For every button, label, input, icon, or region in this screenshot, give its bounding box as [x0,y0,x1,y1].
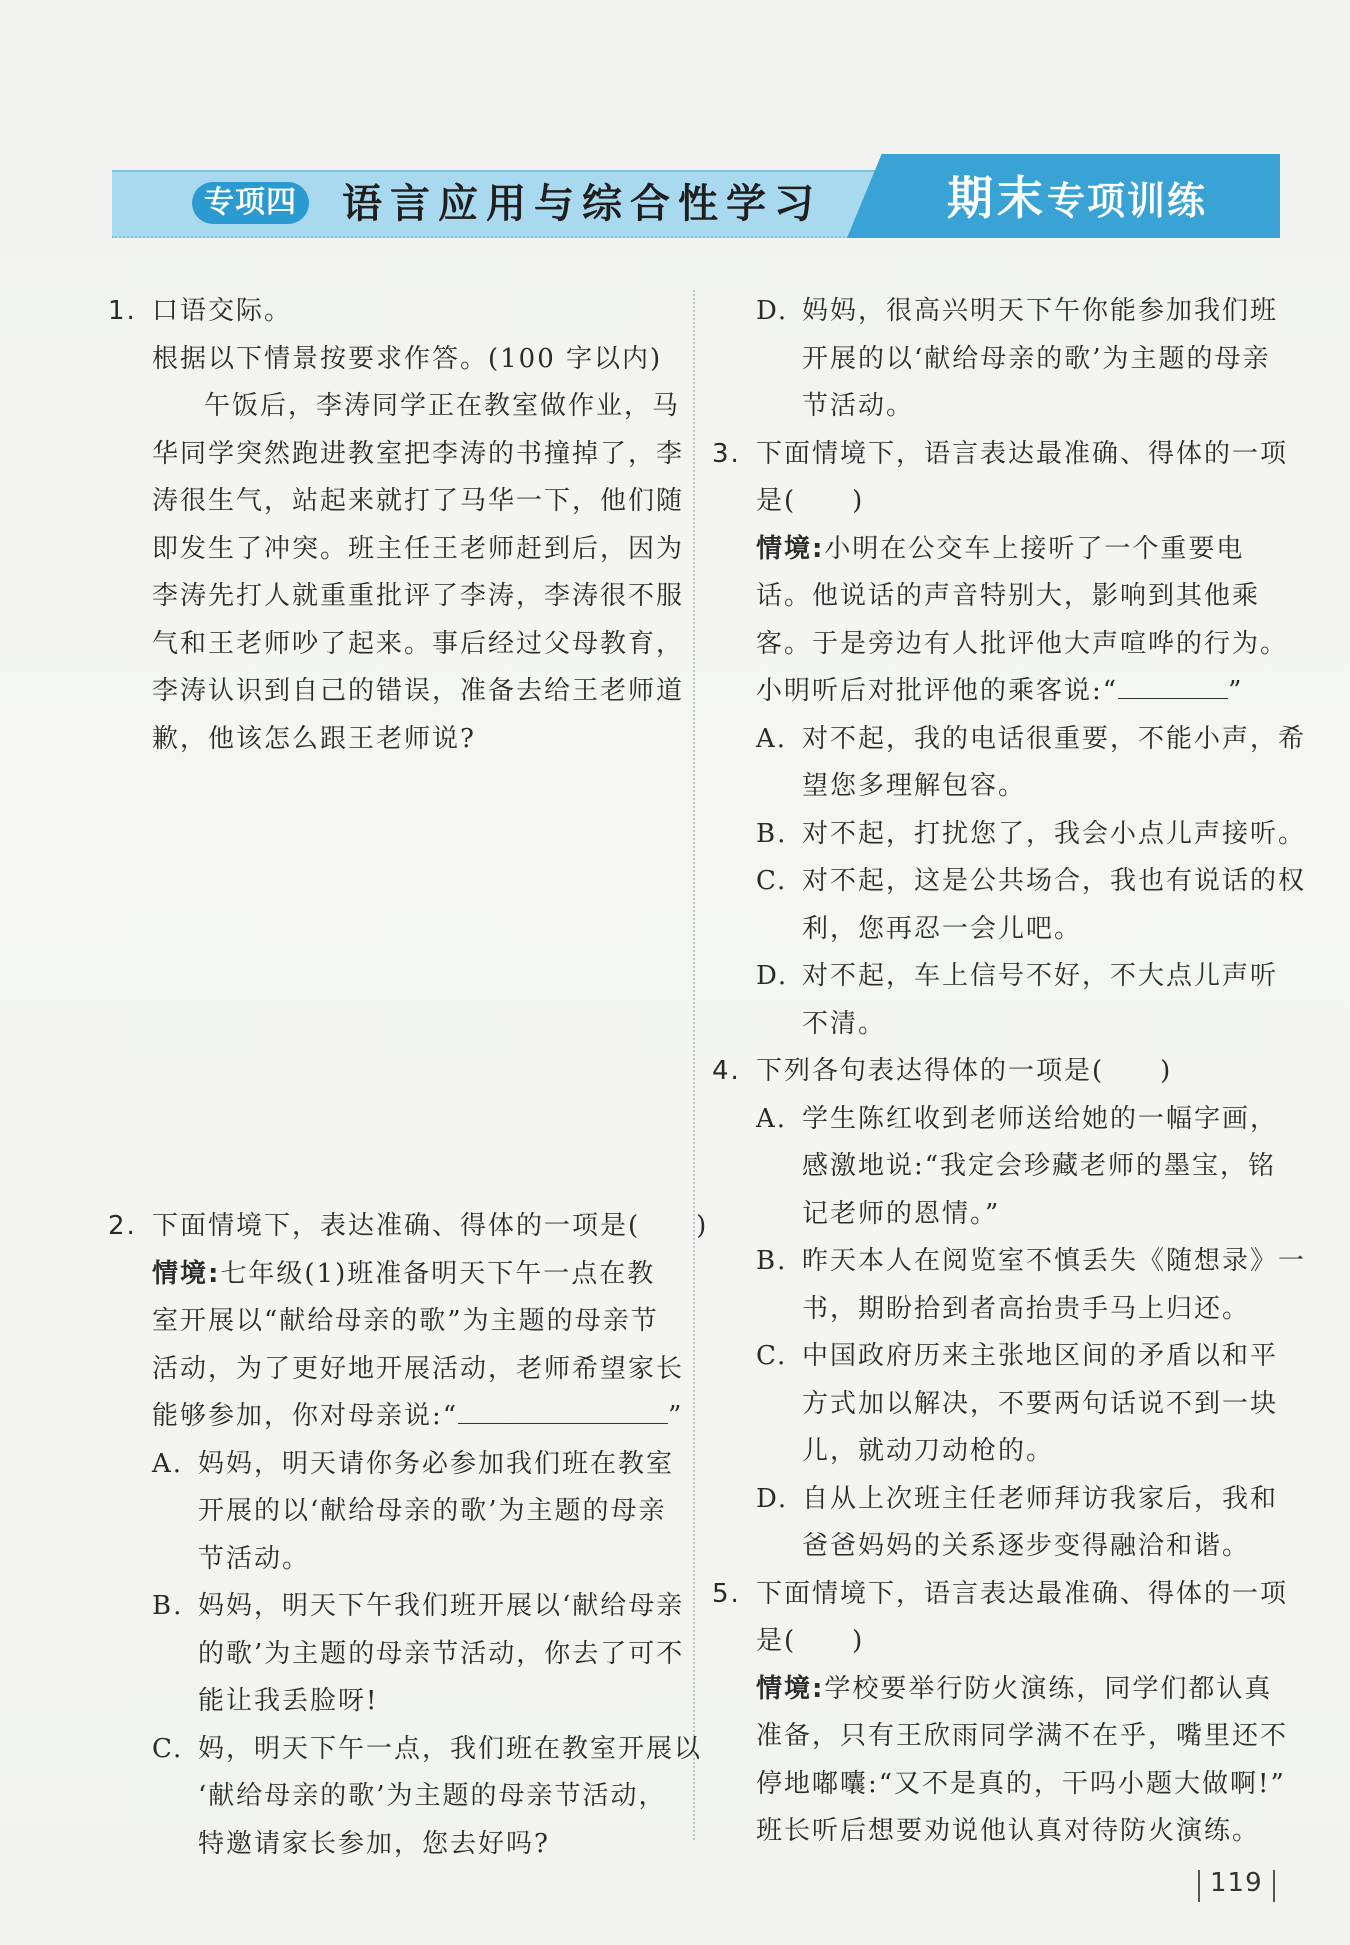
question-4-title [712,1048,1284,1096]
option-a[interactable] [108,1441,680,1489]
answer-area[interactable] [108,763,680,1203]
question-text: 是( [756,1626,797,1656]
question-5-title [712,1571,1289,1619]
option-text-cont: 方式加以解决，不要两句话说不到一块 [802,1388,1279,1419]
option-label: B. [756,818,788,849]
option-label: B. [152,1591,184,1621]
exam-label-rest: 专项训练 [1047,179,1208,223]
left-column [108,288,709,1868]
option-text-cont: 开展的以‘献给母亲的歌’为主题的母亲 [198,1496,667,1526]
situation-line [712,1666,1284,1714]
question-text: 下面情境下，语言表达最准确、得体的一项 [756,1578,1289,1609]
option-label: A. [756,1103,788,1134]
quote-close: ” [668,1401,684,1431]
fill-blank[interactable] [458,1393,668,1424]
situation-text: 能够参加，你对母亲说:“ [152,1401,459,1431]
question-text: 口语交际。 [152,296,293,326]
situation-line: 活动，为了更好地开展活动，老师希望家长 [152,1353,685,1384]
situation-label: 情境: [756,533,825,564]
situation-text: 七年级(1)班准备明天下午一点在教 [220,1258,656,1289]
paren-close: ) [1160,1056,1173,1086]
option-text-cont: 利，您再忍一会儿吧。 [802,913,1083,944]
option-c[interactable] [108,1726,703,1774]
option-d[interactable] [712,1476,1284,1524]
option-text-cont: 特邀请家长参加，您去好吗? [198,1828,550,1859]
option-text: 妈妈，明天请你务必参加我们班在教室 [198,1448,675,1479]
situation-line: 客。于是旁边有人批评他大声喧哗的行为。 [756,628,1289,659]
option-b[interactable] [108,1583,685,1631]
option-label: D. [756,296,789,326]
option-label: B. [756,1246,788,1276]
question-number: 2. [108,1211,137,1241]
question-text: 下列各句表达得体的一项是( [756,1056,1105,1086]
option-text-cont: 望您多理解包容。 [802,771,1027,801]
situation-text: 小明听后对批评他的乘客说:“ [756,676,1119,706]
option-b[interactable] [712,811,1307,859]
option-text-cont: 书，期盼拾到者高抬贵手马上归还。 [802,1293,1251,1324]
question-number: 1. [108,296,137,326]
scenario-line: 华同学突然跑进教室把李涛的书撞掉了，李 [152,438,685,469]
scenario-line: 即发生了冲突。班主任王老师赶到后，因为 [152,533,685,564]
situation-line [108,1393,684,1441]
question-text: 下面情境下，表达准确、得体的一项是( [152,1211,641,1241]
option-text-cont: 节活动。 [802,391,915,421]
scenario-line: 气和王老师吵了起来。事后经过父母教育， [152,628,685,659]
situation-line: 话。他说话的声音特别大，影响到其他乘 [756,581,1261,611]
option-text: 自从上次班主任老师拜访我家后，我和 [802,1483,1279,1514]
section-banner [112,170,1280,238]
exam-training-label [947,160,1207,239]
option-text: 中国政府历来主张地区间的矛盾以和平 [802,1341,1279,1371]
situation-text: 小明在公交车上接听了一个重要电 [824,533,1245,564]
paren-close: ) [852,1626,865,1656]
option-d[interactable] [712,288,1284,336]
option-label: C. [756,1341,788,1371]
situation-line [108,1251,680,1299]
option-text-cont: 开展的以‘献给母亲的歌’为主题的母亲 [802,343,1271,374]
option-label: A. [756,723,788,754]
situation-line: 班长听后想要劝说他认真对待防火演练。 [756,1816,1261,1846]
option-text: 妈妈，很高兴明天下午你能参加我们班 [802,296,1279,326]
option-d[interactable] [712,953,1284,1001]
scenario-line: 涛很生气，站起来就打了马华一下，他们随 [152,486,685,516]
question-1-title [108,288,680,336]
situation-line [712,526,1284,574]
page-number: 119 [1210,1868,1263,1898]
paren-close: ) [696,1211,709,1241]
option-text-cont: 爸爸妈妈的关系逐步变得融洽和谐。 [802,1531,1251,1561]
section-title: 语言应用与综合性学习 [342,180,822,227]
option-a[interactable] [712,716,1307,764]
option-text-cont: 感激地说:“我定会珍藏老师的墨宝，铭 [802,1151,1277,1181]
option-text-cont: 不清。 [802,1008,887,1039]
exam-label-main: 期末 [947,171,1047,225]
option-c[interactable] [712,858,1307,906]
situation-line: 准备，只有王欣雨同学满不在乎，嘴里还不 [756,1721,1289,1751]
situation-line: 室开展以“献给母亲的歌”为主题的母亲节 [152,1306,659,1336]
option-label: D. [756,961,789,991]
option-label: A. [152,1448,184,1479]
question-number: 5. [712,1578,741,1609]
scenario-line: 歉，他该怎么跟王老师说? [152,723,476,754]
option-text-cont: 节活动。 [198,1543,311,1574]
option-text: 对不起，我的电话很重要，不能小声，希 [802,723,1307,754]
question-text: 下面情境下，语言表达最准确、得体的一项 [756,438,1289,469]
section-tag: 专项四 [192,182,309,224]
option-text-cont: 的歌’为主题的母亲节活动，你去了可不 [198,1638,685,1669]
option-text: 妈妈，明天下午我们班开展以‘献给母亲 [198,1591,685,1621]
option-a[interactable] [712,1096,1284,1144]
option-b[interactable] [712,1238,1307,1286]
option-label: D. [756,1483,789,1514]
situation-line [712,668,1284,716]
question-2-title [108,1203,709,1251]
option-text-cont: 能让我丢脸呀! [198,1686,379,1716]
option-text-cont: ‘献给母亲的歌’为主题的母亲节活动， [198,1781,667,1811]
situation-text: 学校要举行防火演练，同学们都认真 [824,1673,1273,1704]
question-3-title-cont [712,478,1284,526]
situation-label: 情境: [756,1673,825,1704]
option-text: 妈，明天下午一点，我们班在教室开展以 [198,1733,703,1764]
question-1-instruction: 根据以下情景按要求作答。(100 字以内) [152,343,663,374]
option-text: 对不起，车上信号不好，不大点儿声听 [802,961,1279,991]
quote-close: ” [1228,676,1244,706]
question-number: 3. [712,438,741,469]
fill-blank[interactable] [1118,668,1228,699]
option-text: 对不起，这是公共场合，我也有说话的权 [802,866,1307,896]
option-label: C. [756,866,788,896]
question-3-title [712,431,1289,479]
scenario-line: 李涛认识到自己的错误，准备去给王老师道 [152,676,685,706]
paren-close: ) [852,486,865,516]
option-text: 昨天本人在阅览室不慎丢失《随想录》一 [802,1246,1307,1276]
option-label: C. [152,1733,184,1764]
question-number: 4. [712,1056,741,1086]
question-5-title-cont [712,1618,1284,1666]
option-text: 对不起，打扰您了，我会小点儿声接听。 [802,818,1307,849]
option-text: 学生陈红收到老师送给她的一幅字画， [802,1103,1279,1134]
scenario-line: 午饭后，李涛同学正在教室做作业，马 [204,391,681,421]
question-text: 是( [756,486,797,516]
column-divider [693,290,695,1840]
scenario-line: 李涛先打人就重重批评了李涛，李涛很不服 [152,581,685,611]
right-column [712,288,1307,1856]
situation-line: 停地嘟囔:“又不是真的，干吗小题大做啊!” [756,1768,1286,1799]
option-text-cont: 记老师的恩情。” [802,1198,1001,1229]
option-text-cont: 儿，就动刀动枪的。 [802,1436,1055,1466]
option-c[interactable] [712,1333,1284,1381]
situation-label: 情境: [152,1258,221,1289]
